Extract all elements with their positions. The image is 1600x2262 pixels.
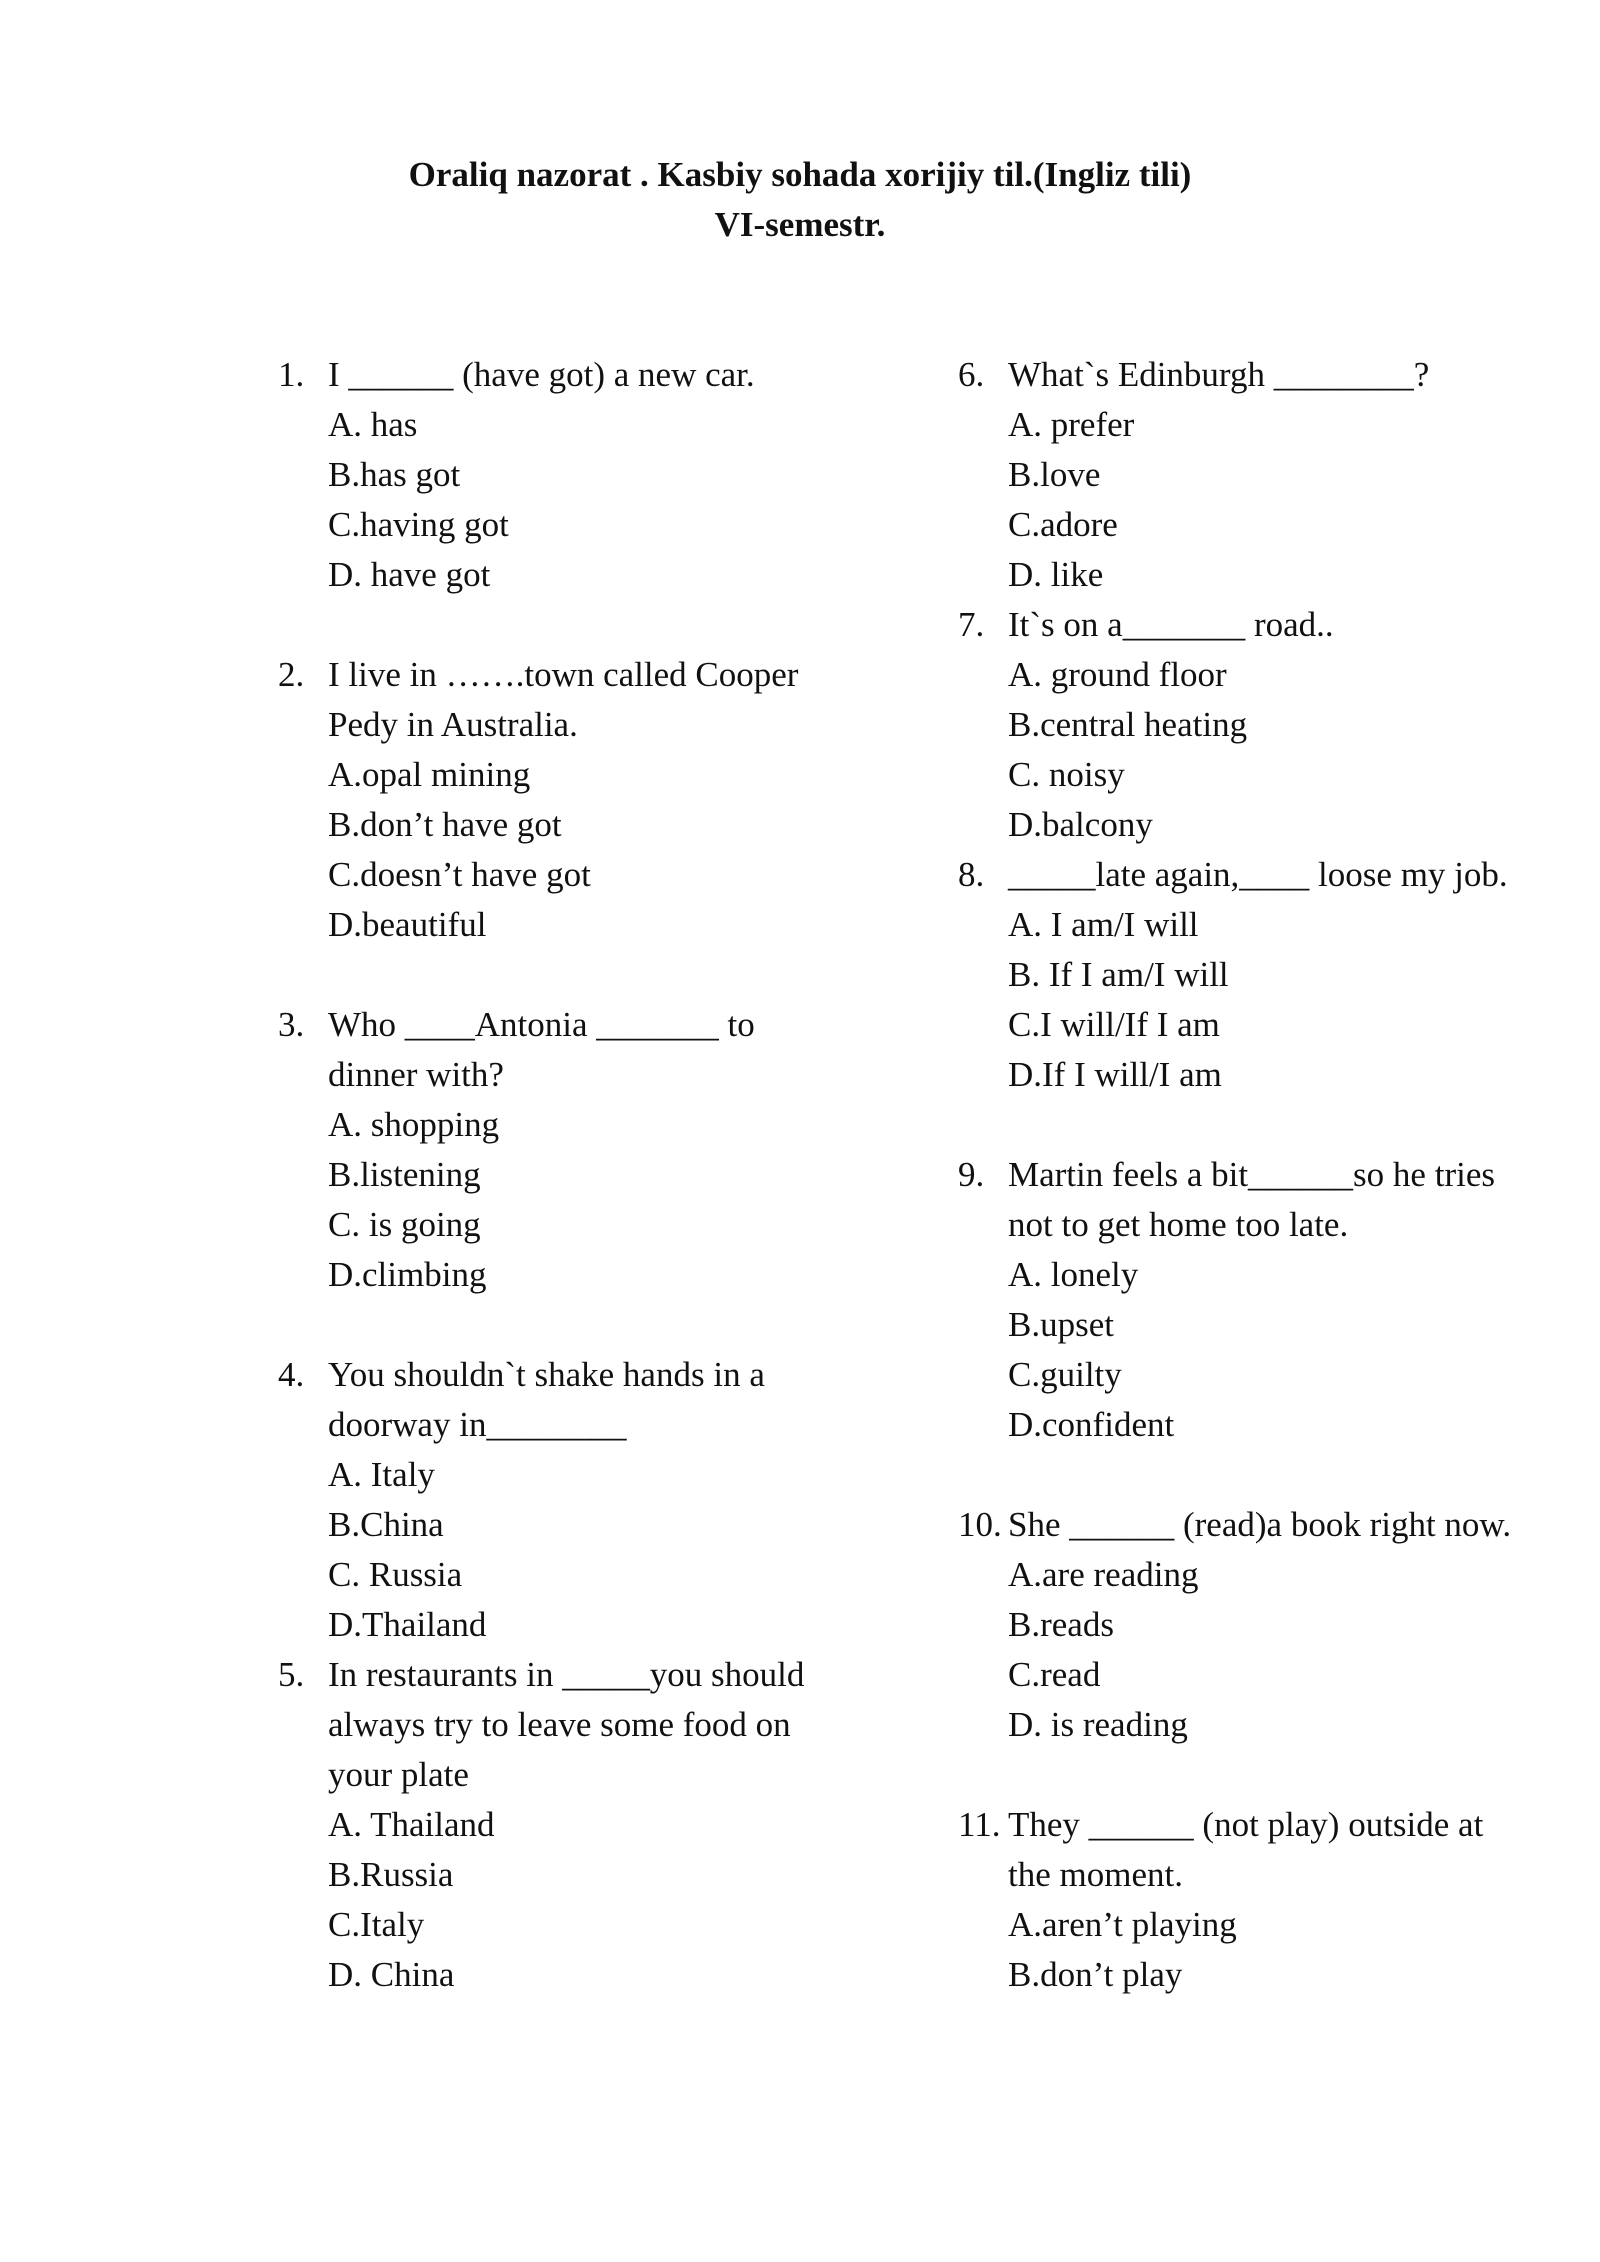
option-c: C.I will/If I am <box>1008 1005 1220 1044</box>
question-text: _____late again,____ loose my job. <box>1008 855 1508 894</box>
question-number: 11. <box>958 1805 1001 1844</box>
question-text: Martin feels a bit______so he tries not to get home too late. <box>1008 1155 1495 1244</box>
question-number: 9. <box>958 1155 985 1194</box>
question-text: In restaurants in _____you should always try to leave some food on your plate <box>328 1655 805 1794</box>
option-d: D. is reading <box>1008 1705 1188 1744</box>
option-b: B.don’t play <box>1008 1955 1183 1994</box>
option-a: A. I am/I will <box>1008 905 1199 944</box>
spacer <box>278 1300 838 1350</box>
option-c: C.doesn’t have got <box>328 855 591 894</box>
option-a: A.aren’t playing <box>1008 1905 1237 1944</box>
question-9 <box>958 1150 1518 1450</box>
spacer <box>958 1100 1518 1150</box>
question-text: I ______ (have got) a new car. <box>328 355 755 394</box>
option-a: A. Thailand <box>328 1805 495 1844</box>
option-a: A. has <box>328 405 418 444</box>
option-a: A. lonely <box>1008 1255 1139 1294</box>
spacer <box>958 1750 1518 1800</box>
title-line-1: Oraliq nazorat . Kasbiy sohada xorijiy til.(Ingliz tili) <box>408 155 1192 194</box>
option-a: A. ground floor <box>1008 655 1227 694</box>
option-c: C.guilty <box>1008 1355 1122 1394</box>
left-column <box>278 350 838 2000</box>
option-b: B.central heating <box>1008 705 1248 744</box>
option-d: D. China <box>328 1955 455 1994</box>
option-d: D.If I will/I am <box>1008 1055 1222 1094</box>
option-c: C.having got <box>328 505 509 544</box>
question-text: She ______ (read)a book right now. <box>1008 1505 1512 1544</box>
option-b: B.listening <box>328 1155 481 1194</box>
option-d: D. like <box>1008 555 1104 594</box>
spacer <box>278 600 838 650</box>
question-1 <box>278 350 838 600</box>
right-column <box>958 350 1518 2000</box>
option-d: D.beautiful <box>328 905 487 944</box>
page-title <box>0 150 1600 250</box>
question-text: What`s Edinburgh ________? <box>1008 355 1430 394</box>
question-text: I live in …….town called Cooper Pedy in Australia. <box>328 655 799 744</box>
option-b: B.China <box>328 1505 444 1544</box>
option-c: C.adore <box>1008 505 1118 544</box>
question-number: 8. <box>958 855 985 894</box>
option-c: C.Italy <box>328 1905 425 1944</box>
option-a: A.are reading <box>1008 1555 1199 1594</box>
option-d: D.Thailand <box>328 1605 487 1644</box>
option-a: A. prefer <box>1008 405 1135 444</box>
option-c: C.read <box>1008 1655 1101 1694</box>
spacer <box>278 950 838 1000</box>
option-b: B.upset <box>1008 1305 1114 1344</box>
option-b: B.love <box>1008 455 1101 494</box>
question-10 <box>958 1500 1518 1750</box>
option-d: D.climbing <box>328 1255 487 1294</box>
question-number: 1. <box>278 355 305 394</box>
option-a: A. shopping <box>328 1105 500 1144</box>
question-5 <box>278 1650 838 2000</box>
option-d: D.confident <box>1008 1405 1175 1444</box>
option-b: B.reads <box>1008 1605 1114 1644</box>
question-number: 3. <box>278 1005 305 1044</box>
option-c: C. is going <box>328 1205 481 1244</box>
title-line-2: VI-semestr. <box>714 205 886 244</box>
question-number: 7. <box>958 605 985 644</box>
option-a: A.opal mining <box>328 755 531 794</box>
question-text: You shouldn`t shake hands in a doorway in________ <box>328 1355 765 1444</box>
question-11 <box>958 1800 1518 2000</box>
question-6 <box>958 350 1518 600</box>
option-b: B.Russia <box>328 1855 454 1894</box>
option-b: B.don’t have got <box>328 805 562 844</box>
spacer <box>958 1450 1518 1500</box>
option-b: B. If I am/I will <box>1008 955 1229 994</box>
question-4 <box>278 1350 838 1650</box>
question-number: 4. <box>278 1355 305 1394</box>
question-number: 5. <box>278 1655 305 1694</box>
question-2 <box>278 650 838 950</box>
option-d: D.balcony <box>1008 805 1153 844</box>
question-text: Who ____Antonia _______ to dinner with? <box>328 1005 755 1094</box>
option-b: B.has got <box>328 455 461 494</box>
question-text: They ______ (not play) outside at the moment. <box>1008 1805 1484 1894</box>
option-d: D. have got <box>328 555 491 594</box>
question-number: 6. <box>958 355 985 394</box>
option-c: C. noisy <box>1008 755 1125 794</box>
question-3 <box>278 1000 838 1300</box>
option-a: A. Italy <box>328 1455 435 1494</box>
question-number: 2. <box>278 655 305 694</box>
question-8 <box>958 850 1518 1100</box>
option-c: C. Russia <box>328 1555 463 1594</box>
question-number: 10. <box>958 1505 1002 1544</box>
question-7 <box>958 600 1518 850</box>
question-text: It`s on a_______ road.. <box>1008 605 1334 644</box>
